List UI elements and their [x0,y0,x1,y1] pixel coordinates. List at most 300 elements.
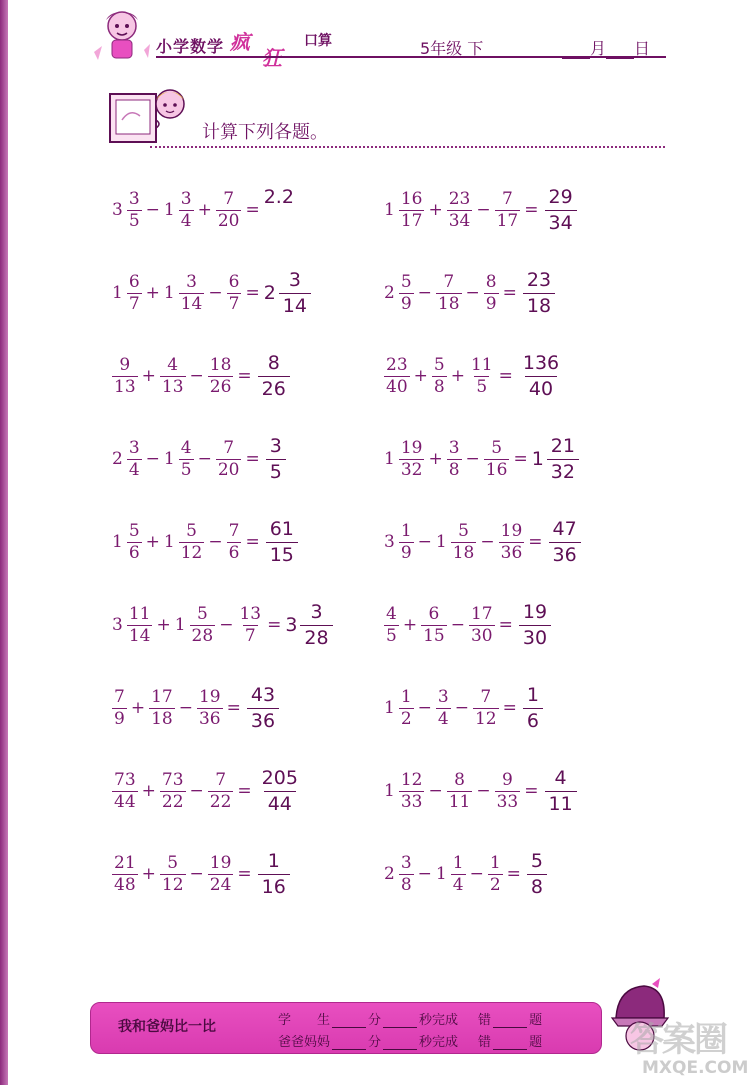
answer-fraction [258,351,290,400]
equals-sign: = [245,200,260,220]
operator: + [450,366,465,386]
equals-sign: = [237,366,252,386]
handwritten-answer [517,351,565,400]
answer-fraction-numerator: 5 [530,849,543,872]
answer-fraction-numerator: 205 [261,766,298,789]
answer-row [531,434,581,483]
operator: − [189,781,204,801]
operator: − [428,781,443,801]
fraction-term [484,271,499,314]
whole-number: 1 [174,615,186,635]
fraction-term-denominator: 18 [437,293,460,314]
fraction-term [421,603,447,646]
fraction-term-numerator: 5 [491,437,503,458]
answer-whole-number: 1 [531,447,544,470]
fraction-term-numerator: 3 [448,437,460,458]
handwritten-answer [256,351,292,400]
answer-fraction-numerator: 19 [522,600,548,623]
fraction-term-denominator: 12 [161,874,184,895]
answer-fraction [247,683,279,732]
equals-sign: = [498,366,513,386]
fraction-term-numerator: 9 [502,769,513,790]
fraction-term [227,271,242,314]
handwritten-answer [531,434,581,483]
fraction-term-numerator: 7 [502,188,513,209]
fraction-term [127,437,142,480]
fraction-term-numerator: 1 [400,520,412,541]
answer-row [264,434,288,483]
answer-fraction-numerator: 29 [548,185,573,208]
fraction-term-numerator: 11 [470,354,493,375]
fraction-term-numerator: 19 [209,852,232,873]
fraction-term-denominator: 17 [496,210,519,231]
answer-row [517,600,553,649]
operator: + [428,449,443,469]
parents-problems-label: 题 [529,1035,543,1050]
fraction-term-denominator: 18 [151,708,173,729]
equals-sign: = [226,698,241,718]
brand-title: 小学数学 [156,37,225,56]
answer-decimal: 2.2 [263,186,294,208]
fraction-term-denominator: 40 [386,376,408,397]
brand-oral: 口算 [304,33,332,49]
fraction-term-denominator: 15 [423,625,445,646]
fraction-term [499,520,525,563]
fraction-term-numerator: 4 [180,437,192,458]
fraction-term [399,188,425,231]
fraction-term-denominator: 11 [448,791,471,812]
fraction-term-numerator: 5 [458,520,469,541]
brand-crazy-char-2: 狂 [262,46,282,70]
girl-with-board-icon [104,80,192,152]
fraction-term-numerator: 8 [485,271,497,292]
fraction-term-numerator: 73 [161,769,184,790]
operator: + [156,615,171,635]
answer-fraction-numerator: 47 [552,517,577,540]
whole-number: 1 [384,781,395,801]
answer-row [517,351,565,400]
whole-number: 2 [384,864,395,884]
answer-fraction-numerator: 3 [288,268,301,291]
fraction-term-denominator: 28 [191,625,214,646]
fraction-term-denominator: 6 [128,542,140,563]
fraction-term-numerator: 7 [114,686,125,707]
fraction-term-numerator: 6 [228,271,240,292]
fraction-term-numerator: 16 [400,188,423,209]
fraction-term [179,271,205,314]
handwritten-answer [256,849,292,898]
handwritten-answer [521,683,545,732]
watermark-url: MXQE.COM [642,1058,749,1078]
fraction-term-denominator: 44 [114,791,136,812]
handwritten-answer [521,268,557,317]
right-problem-6 [382,587,553,663]
fraction-term [399,686,414,729]
fraction-term-numerator: 4 [167,354,179,375]
fraction-term-numerator: 8 [454,769,465,790]
fraction-term-denominator: 12 [474,708,497,729]
handwritten-answer [264,434,288,483]
answer-fraction-denominator: 32 [547,459,579,482]
whole-number: 3 [112,615,123,635]
equals-sign: = [502,698,517,718]
fraction-term [495,769,521,812]
operator: + [428,200,443,220]
answer-fraction-numerator: 136 [522,351,560,374]
handwritten-answer [256,766,304,815]
whole-number: 1 [163,449,175,469]
fraction-term-denominator: 48 [114,874,136,895]
left-problem-4 [110,421,288,497]
fraction-term [112,769,138,812]
answer-fraction [258,766,302,815]
fraction-term-denominator: 2 [400,708,412,729]
fraction-term-denominator: 8 [400,874,412,895]
fraction-term-denominator: 9 [400,293,412,314]
operator: − [417,698,432,718]
operator: + [402,615,418,635]
fraction-term-denominator: 22 [161,791,184,812]
answer-row [245,683,281,732]
answer-row [264,517,300,566]
fraction-term [208,769,234,812]
answer-row [263,268,313,317]
answer-fraction [519,351,563,400]
fraction-term [399,271,414,314]
left-problem-2 [110,255,313,331]
handwritten-answer [547,517,583,566]
fraction-term-denominator: 13 [161,376,184,397]
fraction-term-numerator: 9 [119,354,131,375]
operator: − [189,864,204,884]
equals-sign: = [237,781,252,801]
answer-fraction-denominator: 28 [300,625,332,648]
operator: − [450,615,465,635]
fraction-term [447,437,462,480]
fraction-term [190,603,216,646]
fraction-term-denominator: 30 [470,625,493,646]
fraction-term [484,437,510,480]
operator: − [465,283,480,303]
operator: − [476,781,491,801]
fraction-term-numerator: 6 [428,603,440,624]
equals-sign: = [506,864,521,884]
fraction-term-numerator: 23 [386,354,408,375]
handwritten-answer [263,268,313,317]
answer-fraction-numerator: 1 [526,683,539,706]
operator: − [454,698,469,718]
handwritten-answer [543,185,579,234]
answer-fraction-numerator: 1 [267,849,280,872]
left-problem-6 [110,587,335,663]
fraction-term-denominator: 2 [489,874,501,895]
fraction-term-denominator: 36 [500,542,523,563]
fraction-term-numerator: 5 [167,852,179,873]
fraction-term-denominator: 7 [244,625,256,646]
fraction-term-numerator: 17 [151,686,173,707]
answer-fraction-denominator: 40 [525,376,557,399]
fraction-term-numerator: 5 [186,520,197,541]
fraction-term [179,188,194,231]
fraction-term-denominator: 33 [400,791,423,812]
answer-row [525,849,549,898]
operator: − [469,864,484,884]
fraction-term-denominator: 20 [217,210,240,231]
fraction-term [399,520,414,563]
right-problem-3 [382,338,565,414]
fraction-term [127,188,142,231]
fraction-term [473,686,499,729]
answer-fraction-numerator: 3 [269,434,282,457]
fraction-term [399,437,425,480]
fraction-term-denominator: 5 [180,459,192,480]
answer-fraction-denominator: 30 [519,625,551,648]
answer-fraction-denominator: 18 [523,293,555,316]
operator: − [145,449,160,469]
footer-row-parents [278,1031,542,1050]
operator: − [417,532,432,552]
fraction-term-numerator: 12 [400,769,423,790]
grade-label: 5年级 下 [420,39,484,58]
parents-score-label: 分 [368,1035,382,1050]
whole-number: 1 [163,283,175,303]
day-label: 日 [634,39,651,58]
fraction-term-numerator: 7 [215,769,227,790]
answer-fraction [300,600,332,649]
answer-fraction-denominator: 8 [527,874,547,897]
handwritten-answer [245,683,281,732]
fraction-term-numerator: 5 [400,271,412,292]
left-problem-1 [110,172,294,248]
student-score-label: 分 [368,1013,382,1028]
whole-number: 1 [112,283,123,303]
whole-number: 1 [163,532,175,552]
fraction-term-numerator: 5 [128,520,140,541]
fraction-term-numerator: 6 [128,271,140,292]
fraction-term [112,686,127,729]
fraction-term [488,852,503,895]
operator: − [219,615,234,635]
answer-row [256,849,292,898]
whole-number: 1 [163,200,175,220]
answer-fraction-numerator: 4 [554,766,567,789]
fraction-term-numerator: 3 [400,852,412,873]
operator: − [208,532,223,552]
answer-fraction-numerator: 8 [267,351,280,374]
handwritten-answer [543,766,579,815]
fraction-term [447,188,473,231]
fraction-term-denominator: 22 [209,791,232,812]
fraction-term-denominator: 9 [114,708,125,729]
operator: + [145,283,160,303]
answer-fraction-denominator: 5 [266,459,286,482]
equals-sign: = [267,615,282,635]
fraction-term [447,769,473,812]
page-header [0,0,750,70]
fraction-term [208,354,234,397]
fraction-term-numerator: 1 [489,852,501,873]
fraction-term [227,520,242,563]
answer-whole-number: 2 [263,281,276,304]
fraction-term-denominator: 9 [400,542,412,563]
student-errors-label: 错 [478,1013,492,1028]
fraction-term-numerator: 13 [239,603,262,624]
fraction-term-denominator: 26 [209,376,232,397]
fraction-term-denominator: 24 [209,874,232,895]
fraction-term-denominator: 8 [448,459,460,480]
parents-label: 爸爸妈妈 [278,1035,331,1050]
answer-row [521,683,545,732]
equals-sign: = [524,781,539,801]
fraction-term [160,354,186,397]
parents-seconds-blank [383,1037,417,1050]
fraction-term-numerator: 5 [196,603,208,624]
right-problem-7 [382,670,545,746]
operator: + [141,781,156,801]
fraction-term [451,852,466,895]
fraction-term [112,852,138,895]
fraction-term-numerator: 3 [128,437,140,458]
equals-sign: = [245,283,260,303]
answer-fraction [266,434,286,483]
footer-row-student [278,1009,542,1028]
answer-fraction [545,185,577,234]
left-problem-9 [110,836,292,912]
answer-fraction [266,517,298,566]
fraction-term-denominator: 14 [180,293,203,314]
equals-sign: = [513,449,528,469]
fraction-term-denominator: 7 [228,293,240,314]
fraction-term-numerator: 7 [443,271,455,292]
fraction-term [432,354,447,397]
handwritten-answer [517,600,553,649]
answer-fraction-denominator: 36 [247,708,279,731]
fraction-term-numerator: 19 [400,437,423,458]
fraction-term [179,437,194,480]
fraction-term-denominator: 32 [400,459,423,480]
fraction-term-denominator: 5 [386,625,397,646]
fraction-term [197,686,223,729]
whole-number: 3 [384,532,395,552]
equals-sign: = [528,532,543,552]
equals-sign: = [237,864,252,884]
answer-fraction-denominator: 36 [549,542,581,565]
fraction-term-denominator: 34 [448,210,471,231]
right-problem-9 [382,836,549,912]
whole-number: 2 [384,283,395,303]
brand-crazy-char-1: 疯 [230,30,250,54]
whole-number: 1 [384,449,395,469]
fraction-term-numerator: 1 [452,852,464,873]
fraction-term-numerator: 7 [223,437,235,458]
fraction-term-denominator: 14 [128,625,151,646]
answer-fraction [258,849,290,898]
answer-row [285,600,334,649]
fraction-term-denominator: 36 [198,708,221,729]
operator: − [189,366,204,386]
fraction-term-denominator: 20 [217,459,240,480]
fraction-term [160,852,186,895]
fraction-term [436,686,451,729]
left-problem-3 [110,338,292,414]
fraction-term-denominator: 12 [180,542,203,563]
answer-fraction-denominator: 44 [264,791,296,814]
fraction-term-denominator: 7 [128,293,140,314]
operator: + [130,698,146,718]
answer-fraction [547,434,579,483]
parents-errors-label: 错 [478,1035,492,1050]
right-problem-1 [382,172,579,248]
equals-sign: = [245,532,260,552]
answer-fraction-numerator: 61 [269,517,294,540]
student-seconds-blank [383,1015,417,1028]
operator: + [141,366,156,386]
fraction-term [127,520,142,563]
fraction-term-denominator: 5 [128,210,140,231]
fraction-term-denominator: 17 [400,210,423,231]
month-label: 月 [590,39,607,58]
fraction-term-numerator: 73 [114,769,136,790]
answer-row [543,766,579,815]
fraction-term-denominator: 6 [228,542,240,563]
answer-fraction-denominator: 6 [523,708,543,731]
fraction-term [469,354,495,397]
right-problem-8 [382,753,579,829]
instruction-text: 计算下列各题。 [202,122,328,143]
operator: + [197,200,212,220]
equals-sign: = [245,449,260,469]
fraction-term-numerator: 23 [448,188,471,209]
fraction-term [384,603,399,646]
answer-whole-number: 3 [285,613,298,636]
fraction-term-numerator: 17 [470,603,493,624]
whole-number: 1 [435,864,447,884]
fraction-term [495,188,521,231]
page-spine [0,0,8,1085]
operator: − [208,283,223,303]
fraction-term-denominator: 33 [496,791,519,812]
equals-sign: = [524,200,539,220]
answer-fraction-denominator: 14 [279,293,311,316]
fraction-term-denominator: 5 [476,376,488,397]
equals-sign: = [502,283,517,303]
fraction-term-denominator: 16 [485,459,508,480]
operator: − [480,532,495,552]
mascot-character-icon [88,4,154,66]
answer-fraction-numerator: 21 [550,434,575,457]
fraction-term [384,354,410,397]
student-problems-label: 题 [529,1013,543,1028]
fraction-term-denominator: 13 [114,376,136,397]
whole-number: 3 [112,200,123,220]
answer-fraction-denominator: 26 [258,376,290,399]
answer-fraction [549,517,581,566]
fraction-term-numerator: 3 [186,271,197,292]
fraction-term-numerator: 7 [223,188,235,209]
header-divider [156,56,666,58]
left-problem-8 [110,753,304,829]
fraction-term-denominator: 4 [180,210,192,231]
fraction-term-numerator: 18 [209,354,232,375]
fraction-term-denominator: 9 [485,293,497,314]
fraction-term-numerator: 7 [480,686,492,707]
answer-fraction [519,600,551,649]
answer-fraction-denominator: 16 [258,874,290,897]
student-seconds-label: 秒完成 [419,1013,459,1028]
answer-fraction-denominator: 15 [266,542,298,565]
answer-fraction-numerator: 3 [310,600,323,623]
answer-fraction-denominator: 34 [545,210,577,233]
